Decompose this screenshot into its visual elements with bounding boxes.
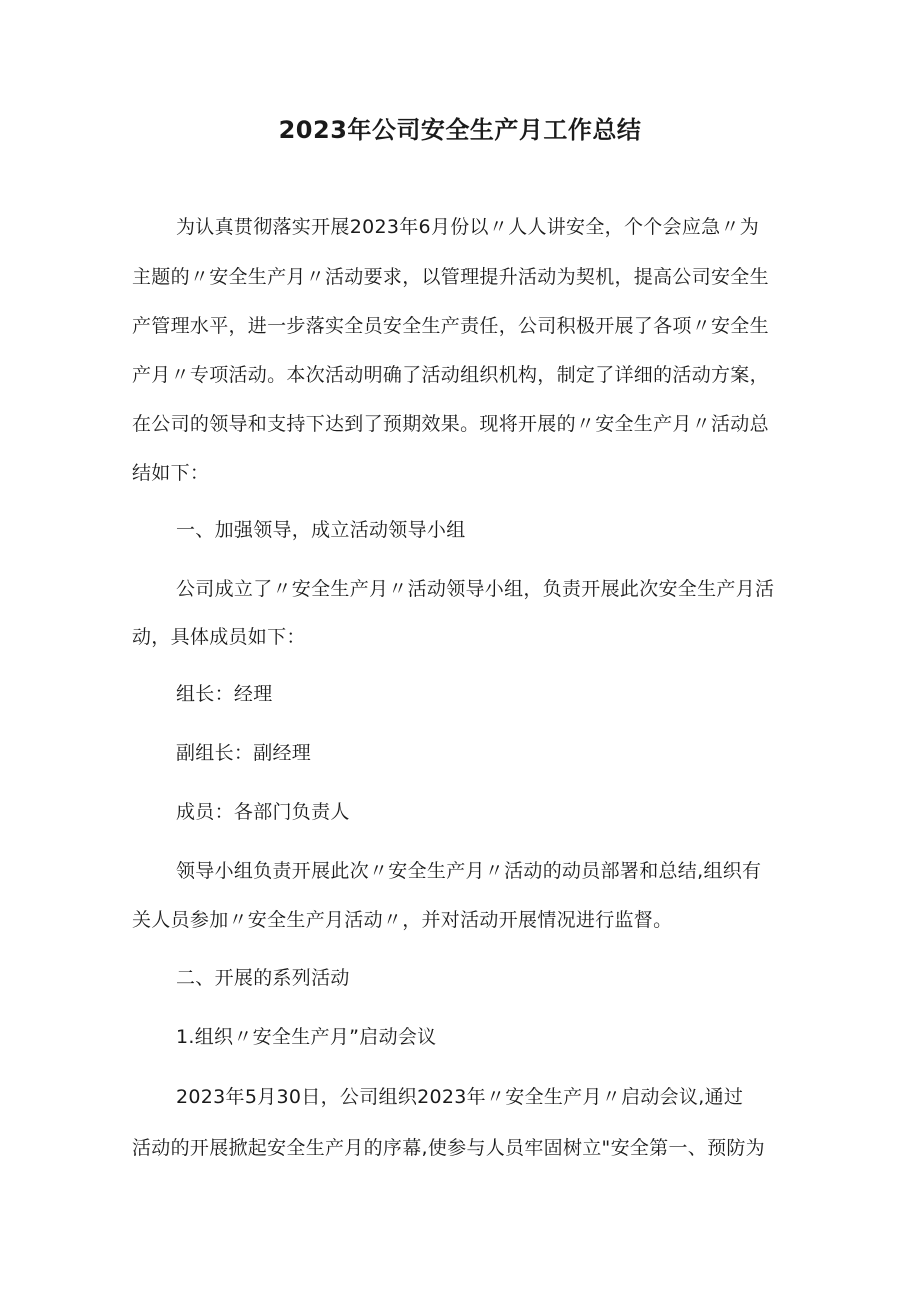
- paragraph-4-line-2: 活动的开展掀起安全生产月的序幕,使参与人员牢固树立"安全第一、预防为: [132, 1137, 765, 1159]
- paragraph-1-line-1: 为认真贯彻落实开展2023年6月份以〃人人讲安全，个个会应急〃为: [176, 216, 760, 238]
- paragraph-1-line-6: 结如下：: [132, 462, 210, 484]
- paragraph-1-line-3: 产管理水平，进一步落实全员安全生产责任，公司积极开展了各项〃安全生: [132, 315, 769, 337]
- section-1-heading: 一、加强领导，成立活动领导小组: [176, 519, 466, 541]
- paragraph-4-line-1: 2023年5月30日，公司组织2023年〃安全生产月〃启动会议,通过: [176, 1086, 744, 1108]
- members-line: 成员：各部门负责人: [176, 801, 350, 823]
- paragraph-1-line-5: 在公司的领导和支持下达到了预期效果。现将开展的〃安全生产月〃活动总: [132, 413, 769, 435]
- document-title: 2023年公司安全生产月工作总结: [278, 116, 642, 144]
- deputy-leader-line: 副组长：副经理: [176, 742, 312, 764]
- paragraph-3-line-1: 领导小组负责开展此次〃安全生产月〃活动的动员部署和总结,组织有: [176, 860, 762, 882]
- paragraph-2-line-2: 动，具体成员如下：: [132, 626, 306, 648]
- paragraph-1-line-2: 主题的〃安全生产月〃活动要求，以管理提升活动为契机，提高公司安全生: [132, 266, 769, 288]
- section-2-heading: 二、开展的系列活动: [176, 967, 350, 989]
- leader-line: 组长：经理: [176, 683, 273, 705]
- paragraph-3-line-2: 关人员参加〃安全生产月活动〃，并对活动开展情况进行监督。: [132, 909, 673, 931]
- paragraph-1-line-4: 产月〃专项活动。本次活动明确了活动组织机构，制定了详细的活动方案，: [132, 364, 769, 386]
- paragraph-2-line-1: 公司成立了〃安全生产月〃活动领导小组，负责开展此次安全生产月活: [176, 578, 775, 600]
- subsection-1-heading: 1.组织〃安全生产月”启动会议: [176, 1026, 437, 1048]
